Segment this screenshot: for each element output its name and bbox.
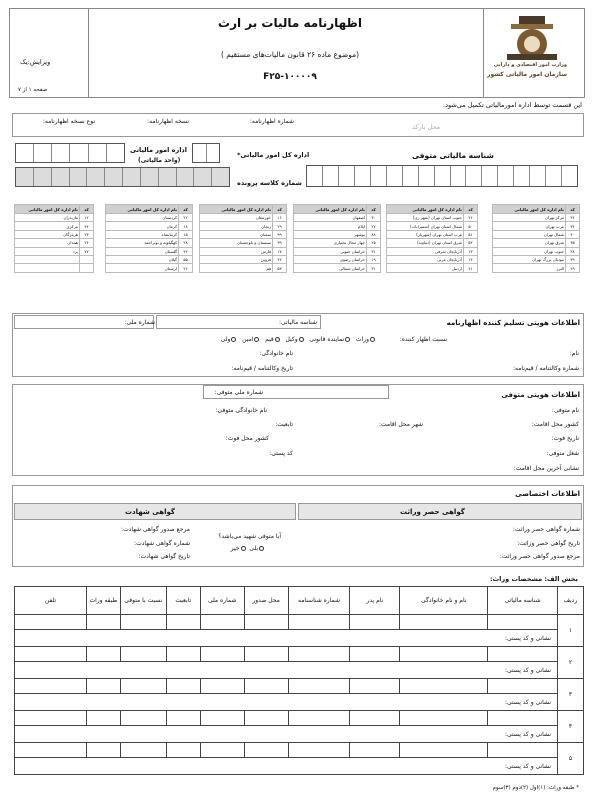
office-name: کردستان xyxy=(106,214,179,222)
heir-cell[interactable] xyxy=(350,615,400,630)
office-name: خراسان شمالی xyxy=(294,264,367,272)
code-table xyxy=(199,204,287,273)
heir-cell[interactable] xyxy=(166,647,200,662)
code-row xyxy=(387,255,478,263)
office-name: کهگیلویه و بویراحمد xyxy=(106,239,179,247)
heirs-col-header: محل صدور xyxy=(244,587,288,615)
office-code: ۴۴ xyxy=(179,247,193,255)
code-header: کد xyxy=(273,205,287,214)
office-name: گیلان xyxy=(106,255,179,263)
heir-row-number: ۴ xyxy=(558,711,584,743)
special-info-title: اطلاعات اختصاصی xyxy=(515,490,580,498)
office-name: مرکز تهران xyxy=(493,214,566,222)
code-row xyxy=(15,264,94,272)
heirs-col-header: تابعیت xyxy=(166,587,200,615)
heir-cell[interactable] xyxy=(86,711,120,726)
heir-cell[interactable] xyxy=(86,679,120,694)
code-row xyxy=(106,239,193,247)
deceased-job-label: شغل متوفی: xyxy=(546,450,579,457)
code-header: کد xyxy=(179,205,193,214)
heir-address-cell[interactable]: نشانی و کد پستی: xyxy=(15,758,558,775)
radio-legal-rep[interactable] xyxy=(345,337,350,342)
code-row xyxy=(294,255,381,263)
code-row xyxy=(493,230,580,238)
heir-cell[interactable] xyxy=(15,743,87,758)
martyr-question: آیا متوفی شهید می‌باشد؟ xyxy=(218,533,281,540)
relation-options[interactable] xyxy=(221,336,375,343)
office-code xyxy=(80,255,94,263)
office-code: ۲۸ xyxy=(179,239,193,247)
office-name: چهار محال بختیاری xyxy=(294,239,367,247)
office-code: ۳۴ xyxy=(566,222,580,230)
heir-cell[interactable] xyxy=(488,615,558,630)
option-trustee[interactable]: امین xyxy=(242,336,259,343)
office-name: خراسان جنوبی xyxy=(294,247,367,255)
file-class-number-input[interactable] xyxy=(15,167,230,187)
office-code: ۱۴ xyxy=(464,255,478,263)
deceased-title: اطلاعات هویتی متوفی xyxy=(501,391,580,399)
residence-city-label: شهر محل اقامت: xyxy=(378,421,423,428)
heir-cell[interactable] xyxy=(244,679,288,694)
code-row xyxy=(294,239,381,247)
office-code: ۲۴ xyxy=(80,239,94,247)
office-name: کرمانشاه xyxy=(106,230,179,238)
option-guardian[interactable]: قیم xyxy=(265,336,280,343)
heir-row-number: ۵ xyxy=(558,743,584,775)
special-info-section xyxy=(12,485,584,567)
heir-address-cell[interactable]: نشانی و کد پستی: xyxy=(15,694,558,711)
office-name: هرمزگان xyxy=(15,230,80,238)
return-number-field[interactable] xyxy=(12,113,584,137)
heirs-table xyxy=(14,586,584,775)
deceased-family-label: نام خانوادگی متوفی: xyxy=(215,407,267,414)
office-code: ۵۰ xyxy=(464,222,478,230)
postal-code-label: کد پستی: xyxy=(269,450,293,457)
office-code: ۴۶ xyxy=(464,214,478,222)
office-code: ۵۵ xyxy=(179,255,193,263)
submitter-power-no-label: شماره وکالتنامه / قیم‌نامه: xyxy=(512,365,579,372)
office-name: خوزستان xyxy=(200,214,273,222)
office-code: ۵۲ xyxy=(464,239,478,247)
code-row xyxy=(15,222,94,230)
heirs-col-header: شماره شناسنامه xyxy=(288,587,350,615)
heir-cell[interactable] xyxy=(15,679,87,694)
code-row xyxy=(294,222,381,230)
heir-cell[interactable] xyxy=(120,711,166,726)
code-row xyxy=(106,222,193,230)
heirs-col-header: شناسه مالیاتی xyxy=(488,587,558,615)
office-name: قزوین xyxy=(200,255,273,263)
code-row xyxy=(200,247,287,255)
office-name: فارس xyxy=(200,247,273,255)
office-name: خراسان رضوی xyxy=(294,255,367,263)
heirs-col-header: طبقه وراث xyxy=(86,587,120,615)
heir-cell[interactable] xyxy=(288,615,350,630)
code-row xyxy=(200,239,287,247)
heir-cell[interactable] xyxy=(200,647,244,662)
radio-guardian[interactable] xyxy=(275,337,280,342)
office-name: گلستان xyxy=(106,247,179,255)
code-header: کد xyxy=(367,205,381,214)
heir-cert-issuer-label: مرجع صدور گواهی حصر وراثت: xyxy=(499,553,580,560)
code-row xyxy=(493,239,580,247)
code-row xyxy=(387,239,478,247)
heirs-col-header: تلفن xyxy=(15,587,87,615)
code-row xyxy=(294,264,381,272)
relation-label: نسبت اظهار کننده: xyxy=(399,336,447,343)
tax-office-label: اداره امور مالیاتی xyxy=(130,146,187,154)
office-name: غرب استان تهران (شهریار) xyxy=(387,230,464,238)
tax-org-logo xyxy=(486,14,567,84)
office-code: ۲۶ xyxy=(179,264,193,272)
code-row xyxy=(106,214,193,222)
office-code: ۱۲ xyxy=(80,214,94,222)
code-row xyxy=(493,247,580,255)
deceased-national-id-label: شماره ملی متوفی: xyxy=(214,389,263,396)
code-row xyxy=(200,222,287,230)
office-code: ۴۲ xyxy=(273,255,287,263)
heir-row[interactable] xyxy=(15,743,584,758)
code-row xyxy=(106,264,193,272)
office-code: ۳۰ xyxy=(367,214,381,222)
office-name: جنوب تهران xyxy=(493,247,566,255)
office-code: ۳۱ xyxy=(367,264,381,272)
code-row xyxy=(493,264,580,272)
office-code: ۲۵ xyxy=(367,239,381,247)
submitter-title: اطلاعات هویتی تسلیم کننده اظهارنامه xyxy=(446,319,580,327)
copy-number-label: نسخه اظهارنامه: xyxy=(147,118,189,125)
office-code: ۱۳ xyxy=(464,247,478,255)
deceased-tax-id-label: شناسه مالیاتی متوفی xyxy=(412,151,494,160)
martyr-title: گواهی شهادت xyxy=(125,508,175,516)
code-table xyxy=(492,204,580,273)
heir-cell[interactable] xyxy=(400,615,488,630)
code-row xyxy=(200,214,287,222)
office-name-header: نام اداره کل امور مالیاتی xyxy=(106,205,179,214)
office-name: ایلام xyxy=(294,222,367,230)
radio-lawyer[interactable] xyxy=(299,337,304,342)
general-office-label: اداره کل امور مالیاتی* xyxy=(237,151,310,159)
form-subtitle: (موضوع ماده ۲۶ قانون مالیات‌های مستقیم ) xyxy=(220,50,360,59)
office-name-header: نام اداره کل امور مالیاتی xyxy=(294,205,367,214)
form-title: اظهارنامه مالیات بر ارث xyxy=(218,16,362,30)
office-name: غرب تهران xyxy=(493,222,566,230)
logo-ministry: وزارت امور اقتصادی و دارایی xyxy=(493,62,567,68)
office-code: ۳۶ xyxy=(566,214,580,222)
heirs-col-header: ردیف xyxy=(558,587,584,615)
heir-cell[interactable] xyxy=(15,711,87,726)
office-name: قم xyxy=(200,264,273,272)
code-row xyxy=(106,247,193,255)
submitter-power-date-label: تاریخ وکالتنامه / قیم‌نامه: xyxy=(231,365,293,372)
office-name: آذربایجان شرقی xyxy=(387,247,464,255)
barcode-placeholder: محل بارکد xyxy=(412,123,441,131)
heir-row-number: ۲ xyxy=(558,647,584,679)
heir-cell[interactable] xyxy=(488,679,558,694)
office-name: کرمان xyxy=(106,222,179,230)
office-code: ۱۸ xyxy=(179,222,193,230)
heir-cell[interactable] xyxy=(400,743,488,758)
heir-cell[interactable] xyxy=(86,647,120,662)
heirs-col-header: شماره ملی xyxy=(200,587,244,615)
office-code: ۱۹ xyxy=(367,255,381,263)
residence-country-label: کشور محل اقامت: xyxy=(531,421,579,428)
code-header: کد xyxy=(566,205,580,214)
office-name: مازندران xyxy=(15,214,80,222)
option-heirs[interactable]: وراث xyxy=(356,336,375,343)
office-code: ۳۹ xyxy=(566,255,580,263)
heirs-col-header: نسبت با متوفی xyxy=(120,587,166,615)
code-row xyxy=(200,264,287,272)
header-left-divider xyxy=(88,8,89,98)
office-name: همدان xyxy=(15,239,80,247)
office-name: اردبیل xyxy=(387,264,464,272)
submitter-tax-id-label: شناسه مالیاتی: xyxy=(278,319,317,326)
heir-cell[interactable] xyxy=(120,679,166,694)
heir-cell[interactable] xyxy=(15,647,87,662)
heir-cell[interactable] xyxy=(244,615,288,630)
code-row xyxy=(200,230,287,238)
code-row xyxy=(15,230,94,238)
code-row xyxy=(294,214,381,222)
citizenship-label: تابعیت: xyxy=(275,421,293,428)
office-code: ۲۹ xyxy=(273,222,287,230)
heir-address-cell[interactable]: نشانی و کد پستی: xyxy=(15,630,558,647)
code-row xyxy=(493,222,580,230)
heir-row[interactable] xyxy=(15,647,584,662)
office-code: ۱۵ xyxy=(179,230,193,238)
office-code: ۲۷ xyxy=(367,222,381,230)
heir-row[interactable] xyxy=(15,615,584,630)
code-row xyxy=(294,247,381,255)
heir-cell[interactable] xyxy=(120,743,166,758)
heir-cell[interactable] xyxy=(488,647,558,662)
code-row xyxy=(387,247,478,255)
heir-cell[interactable] xyxy=(120,615,166,630)
office-code xyxy=(80,264,94,272)
general-office-code-input[interactable] xyxy=(192,143,220,163)
last-address-label: نشانی آخرین محل اقامت: xyxy=(513,465,579,472)
office-name: لرستان xyxy=(106,264,179,272)
logo-org: سازمان امور مالیاتی کشور xyxy=(486,71,567,78)
code-row xyxy=(15,247,94,255)
office-name xyxy=(15,255,80,263)
heir-cell[interactable] xyxy=(488,743,558,758)
header-right-divider xyxy=(483,8,484,98)
code-row xyxy=(387,214,478,222)
submitter-family-label: نام خانوادگی: xyxy=(259,350,293,357)
office-code: ۳۵ xyxy=(566,239,580,247)
office-name: شرق استان تهران (دماوند) xyxy=(387,239,464,247)
tax-unit-label: (واحد مالیاتی) xyxy=(138,157,181,164)
office-code: ۳۸ xyxy=(566,247,580,255)
submitter-name-label: نام: xyxy=(569,350,579,357)
heir-cell[interactable] xyxy=(288,679,350,694)
office-note: این قسمت توسط اداره امورمالیاتی تکمیل می‌شود. xyxy=(443,101,582,109)
martyr-answer[interactable]: بلی خیر xyxy=(231,545,264,552)
office-name-header: نام اداره کل امور مالیاتی xyxy=(493,205,566,214)
heir-cell[interactable] xyxy=(288,711,350,726)
office-name xyxy=(15,264,80,272)
heir-cell[interactable] xyxy=(200,743,244,758)
code-row xyxy=(493,255,580,263)
code-row xyxy=(387,222,478,230)
heir-cell[interactable] xyxy=(350,647,400,662)
office-name: مرکزی xyxy=(15,222,80,230)
office-name: آذربایجان غربی xyxy=(387,255,464,263)
office-name: مودیان بزرگ تهران xyxy=(493,255,566,263)
office-name: بوشهر xyxy=(294,230,367,238)
option-lawyer[interactable]: وکیل xyxy=(286,336,304,343)
heir-cert-date-label: تاریخ گواهی حصر وراثت: xyxy=(517,540,580,547)
heir-row-number: ۳ xyxy=(558,679,584,711)
office-code: ۳۱ xyxy=(367,247,381,255)
heir-cell[interactable] xyxy=(120,647,166,662)
office-code: ۴۱ xyxy=(464,264,478,272)
heir-cell[interactable] xyxy=(244,711,288,726)
office-name: اصفهان xyxy=(294,214,367,222)
office-code: ۴۴ xyxy=(80,222,94,230)
heir-cell[interactable] xyxy=(15,615,87,630)
office-code: ۵۳ xyxy=(273,264,287,272)
radio-custodian[interactable] xyxy=(231,337,236,342)
edition-label: ویرایش:یک xyxy=(20,58,51,66)
heir-cell[interactable] xyxy=(350,711,400,726)
office-code: ۴۰ xyxy=(566,230,580,238)
heir-cell[interactable] xyxy=(488,711,558,726)
martyr-no-label: شماره گواهی شهادت: xyxy=(134,540,190,547)
submitter-national-id-label: شماره ملی: xyxy=(124,319,155,326)
option-legal-rep[interactable]: نماینده قانونی xyxy=(309,336,350,343)
office-code: ۱۷ xyxy=(273,247,287,255)
code-row xyxy=(15,239,94,247)
heir-cert-no-label: شماره گواهی حصر وراثت: xyxy=(512,526,580,533)
form-code: F۲۵-۱۰۰۰۰۹ xyxy=(263,72,317,82)
office-code: ۲۳ xyxy=(80,230,94,238)
office-code: ۸۸ xyxy=(367,230,381,238)
martyr-date-label: تاریخ گواهی شهادت: xyxy=(138,553,190,560)
return-number-label: شماره اظهارنامه: xyxy=(249,118,294,125)
office-name: جنوب استان تهران (شهر ری) xyxy=(387,214,464,222)
file-class-label: شماره کلاسه پرونده xyxy=(237,179,302,187)
office-code: ۵۱ xyxy=(464,230,478,238)
copy-type-label: نوع نسخه اظهارنامه: xyxy=(42,118,95,125)
heir-cell[interactable] xyxy=(288,743,350,758)
heirship-title: گواهی حصر وراثت xyxy=(400,508,465,516)
office-code: ۳۹ xyxy=(273,239,287,247)
office-code: ۲۲ xyxy=(179,214,193,222)
heir-address-cell[interactable]: نشانی و کد پستی: xyxy=(15,662,558,679)
heir-cell[interactable] xyxy=(166,743,200,758)
code-row xyxy=(387,230,478,238)
death-date-label: تاریخ فوت: xyxy=(551,435,579,442)
heir-cell[interactable] xyxy=(350,743,400,758)
heir-cell[interactable] xyxy=(86,615,120,630)
heir-cell[interactable] xyxy=(400,679,488,694)
radio-heirs[interactable] xyxy=(370,337,375,342)
office-name: شرق تهران xyxy=(493,239,566,247)
code-table xyxy=(293,204,381,273)
office-name: سمنان xyxy=(200,230,273,238)
heir-cell[interactable] xyxy=(244,743,288,758)
office-name-header: نام اداره کل امور مالیاتی xyxy=(15,205,80,214)
code-table xyxy=(105,204,193,273)
code-header: کد xyxy=(464,205,478,214)
martyr-issuer-label: مرجع صدور گواهی شهادت: xyxy=(121,526,190,533)
office-name: شمال تهران xyxy=(493,230,566,238)
radio-trustee[interactable] xyxy=(254,337,259,342)
heir-cell[interactable] xyxy=(200,615,244,630)
office-name-header: نام اداره کل امور مالیاتی xyxy=(387,205,464,214)
heir-row[interactable] xyxy=(15,711,584,726)
office-code: ۷۷ xyxy=(80,247,94,255)
deceased-tax-id-input[interactable] xyxy=(306,165,578,187)
office-code: ۴۹ xyxy=(566,264,580,272)
option-custodian[interactable]: ولی xyxy=(221,336,237,343)
code-header: کد xyxy=(80,205,94,214)
code-row xyxy=(15,214,94,222)
office-name: شمال استان تهران (شمیرانات) xyxy=(387,222,464,230)
office-code: ۱۶ xyxy=(273,214,287,222)
office-name: زنجان xyxy=(200,222,273,230)
office-code: ۹۹ xyxy=(273,230,287,238)
heirs-footnote: * طبقه وراث: (۱)اول (۲)دوم (۳)سوم xyxy=(492,785,579,791)
heir-cell[interactable] xyxy=(244,647,288,662)
code-row xyxy=(106,255,193,263)
heir-cell[interactable] xyxy=(166,615,200,630)
heir-cell[interactable] xyxy=(200,679,244,694)
heir-row-number: ۱ xyxy=(558,615,584,647)
code-row xyxy=(106,230,193,238)
heir-address-cell[interactable]: نشانی و کد پستی: xyxy=(15,726,558,743)
code-row xyxy=(493,214,580,222)
heir-cell[interactable] xyxy=(400,711,488,726)
heir-cell[interactable] xyxy=(350,679,400,694)
heir-cell[interactable] xyxy=(166,679,200,694)
heir-cell[interactable] xyxy=(400,647,488,662)
radio-yes[interactable] xyxy=(259,546,264,551)
heir-cell[interactable] xyxy=(288,647,350,662)
heir-cell[interactable] xyxy=(200,711,244,726)
office-name-header: نام اداره کل امور مالیاتی xyxy=(200,205,273,214)
code-table xyxy=(386,204,478,273)
heirs-title: بخش الف: مشخصات وراث: xyxy=(490,575,578,583)
code-row xyxy=(294,230,381,238)
heir-cell[interactable] xyxy=(166,711,200,726)
office-name: البرز xyxy=(493,264,566,272)
office-name: یزد xyxy=(15,247,80,255)
code-row xyxy=(15,255,94,263)
code-table xyxy=(14,204,94,273)
code-row xyxy=(200,255,287,263)
radio-no[interactable] xyxy=(241,546,246,551)
tax-office-code-input[interactable] xyxy=(15,143,125,163)
heir-cell[interactable] xyxy=(86,743,120,758)
emblem-icon xyxy=(497,14,567,62)
deceased-name-label: نام متوفی: xyxy=(551,407,579,414)
heir-row[interactable] xyxy=(15,679,584,694)
code-row xyxy=(387,264,478,272)
heirs-col-header: نام پدر xyxy=(350,587,400,615)
heirs-col-header: نام و نام خانوادگی xyxy=(400,587,488,615)
office-name: سیستان و بلوچستان xyxy=(200,239,273,247)
page-number: صفحه ۱ از ۷ xyxy=(18,87,48,93)
death-country-label: کشور محل فوت: xyxy=(225,435,269,442)
